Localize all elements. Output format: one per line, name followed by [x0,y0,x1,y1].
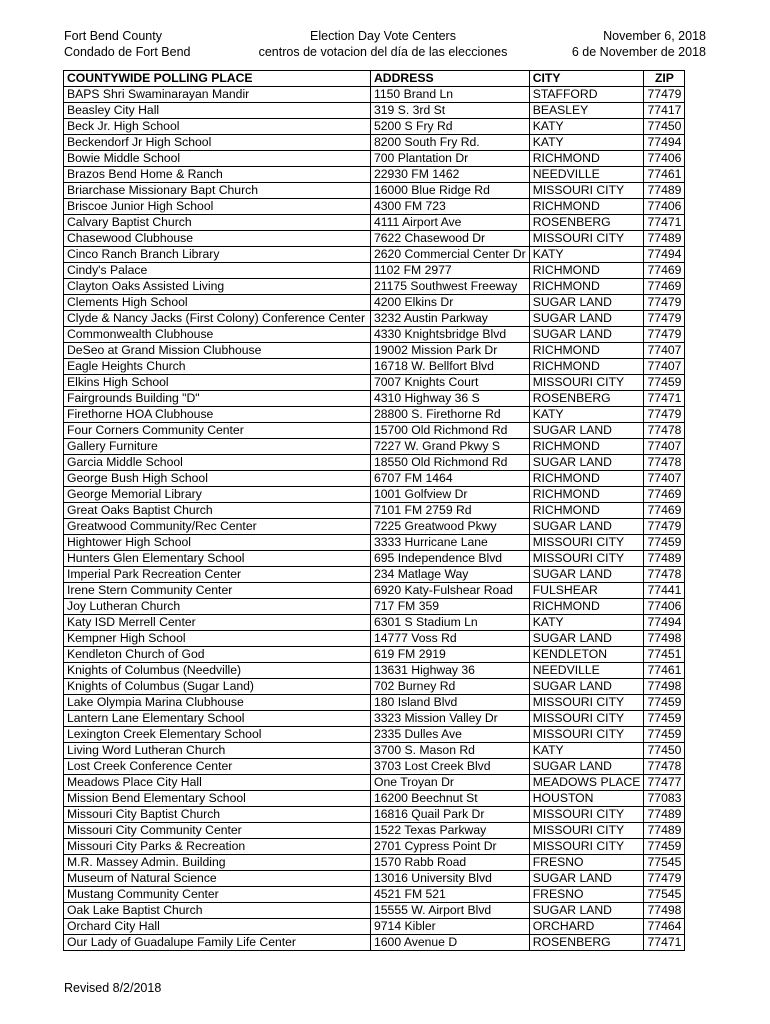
address-cell: 3333 Hurricane Lane [371,535,530,551]
address-cell: 7101 FM 2759 Rd [371,503,530,519]
election-date [572,28,706,60]
place-name-cell: Knights of Columbus (Needville) [64,663,371,679]
city-cell: HOUSTON [529,791,644,807]
table-row [64,487,685,503]
table-row [64,279,685,295]
column-header-city: CITY [529,71,644,87]
address-cell: 6301 S Stadium Ln [371,615,530,631]
address-cell: 7007 Knights Court [371,375,530,391]
city-cell: KATY [529,135,644,151]
zip-cell: 77471 [644,215,685,231]
zip-cell: 77479 [644,871,685,887]
place-name-cell: Lake Olympia Marina Clubhouse [64,695,371,711]
table-row [64,679,685,695]
place-name-cell: Commonwealth Clubhouse [64,327,371,343]
city-cell: MISSOURI CITY [529,695,644,711]
address-cell: 13016 University Blvd [371,871,530,887]
table-row [64,615,685,631]
zip-cell: 77498 [644,903,685,919]
zip-cell: 77461 [644,663,685,679]
zip-cell: 77417 [644,103,685,119]
place-name-cell: Beck Jr. High School [64,119,371,135]
zip-cell: 77489 [644,551,685,567]
column-header-place: COUNTYWIDE POLLING PLACE [64,71,371,87]
city-cell: RICHMOND [529,503,644,519]
city-cell: KATY [529,743,644,759]
table-row [64,391,685,407]
city-cell: MISSOURI CITY [529,535,644,551]
place-name-cell: Missouri City Baptist Church [64,807,371,823]
table-row [64,311,685,327]
address-cell: 7227 W. Grand Pkwy S [371,439,530,455]
address-cell: 700 Plantation Dr [371,151,530,167]
city-cell: STAFFORD [529,87,644,103]
title-en: Election Day Vote Centers [310,29,456,43]
zip-cell: 77407 [644,343,685,359]
place-name-cell: Briarchase Missionary Bapt Church [64,183,371,199]
place-name-cell: Eagle Heights Church [64,359,371,375]
city-cell: NEEDVILLE [529,167,644,183]
table-row [64,871,685,887]
zip-cell: 77494 [644,615,685,631]
zip-cell: 77479 [644,327,685,343]
address-cell: 5200 S Fry Rd [371,119,530,135]
zip-cell: 77469 [644,263,685,279]
table-row [64,711,685,727]
city-cell: RICHMOND [529,199,644,215]
place-name-cell: Cinco Ranch Branch Library [64,247,371,263]
place-name-cell: Greatwood Community/Rec Center [64,519,371,535]
zip-cell: 77489 [644,183,685,199]
address-cell: 1570 Rabb Road [371,855,530,871]
zip-cell: 77478 [644,455,685,471]
city-cell: RICHMOND [529,599,644,615]
table-row [64,647,685,663]
address-cell: 8200 South Fry Rd. [371,135,530,151]
address-cell: 1102 FM 2977 [371,263,530,279]
place-name-cell: Missouri City Parks & Recreation [64,839,371,855]
table-row [64,503,685,519]
zip-cell: 77545 [644,887,685,903]
place-name-cell: Bowie Middle School [64,151,371,167]
city-cell: FRESNO [529,887,644,903]
date-en: November 6, 2018 [603,29,706,43]
polling-places-table [63,70,685,951]
address-cell: 2701 Cypress Point Dr [371,839,530,855]
zip-cell: 77478 [644,759,685,775]
city-cell: RICHMOND [529,359,644,375]
place-name-cell: Chasewood Clubhouse [64,231,371,247]
address-cell: 6707 FM 1464 [371,471,530,487]
city-cell: ROSENBERG [529,215,644,231]
city-cell: RICHMOND [529,279,644,295]
table-row [64,759,685,775]
table-row [64,167,685,183]
table-row [64,519,685,535]
table-row [64,631,685,647]
table-row [64,87,685,103]
zip-cell: 77407 [644,471,685,487]
table-header-row [64,71,685,87]
address-cell: 21175 Southwest Freeway [371,279,530,295]
place-name-cell: Garcia Middle School [64,455,371,471]
table-row [64,151,685,167]
zip-cell: 77494 [644,135,685,151]
address-cell: 1150 Brand Ln [371,87,530,103]
table-row [64,839,685,855]
zip-cell: 77479 [644,311,685,327]
address-cell: 702 Burney Rd [371,679,530,695]
zip-cell: 77450 [644,743,685,759]
city-cell: SUGAR LAND [529,903,644,919]
place-name-cell: Museum of Natural Science [64,871,371,887]
city-cell: BEASLEY [529,103,644,119]
table-row [64,775,685,791]
address-cell: 22930 FM 1462 [371,167,530,183]
zip-cell: 77469 [644,487,685,503]
address-cell: 717 FM 359 [371,599,530,615]
place-name-cell: George Memorial Library [64,487,371,503]
place-name-cell: Lantern Lane Elementary School [64,711,371,727]
address-cell: 13631 Highway 36 [371,663,530,679]
city-cell: MISSOURI CITY [529,375,644,391]
city-cell: MEADOWS PLACE [529,775,644,791]
address-cell: 6920 Katy-Fulshear Road [371,583,530,599]
zip-cell: 77469 [644,279,685,295]
table-row [64,215,685,231]
city-cell: MISSOURI CITY [529,839,644,855]
place-name-cell: Brazos Bend Home & Ranch [64,167,371,183]
city-cell: SUGAR LAND [529,295,644,311]
place-name-cell: Four Corners Community Center [64,423,371,439]
city-cell: SUGAR LAND [529,871,644,887]
table-row [64,663,685,679]
place-name-cell: Gallery Furniture [64,439,371,455]
table-row [64,423,685,439]
address-cell: 15700 Old Richmond Rd [371,423,530,439]
place-name-cell: Imperial Park Recreation Center [64,567,371,583]
place-name-cell: Clayton Oaks Assisted Living [64,279,371,295]
county-name-es: Condado de Fort Bend [64,45,191,59]
place-name-cell: Mustang Community Center [64,887,371,903]
table-row [64,439,685,455]
city-cell: RICHMOND [529,487,644,503]
address-cell: 9714 Kibler [371,919,530,935]
zip-cell: 77494 [644,247,685,263]
place-name-cell: Hightower High School [64,535,371,551]
table-row [64,903,685,919]
table-row [64,119,685,135]
zip-cell: 77464 [644,919,685,935]
address-cell: 619 FM 2919 [371,647,530,663]
table-row [64,935,685,951]
zip-cell: 77479 [644,295,685,311]
city-cell: SUGAR LAND [529,679,644,695]
address-cell: 4200 Elkins Dr [371,295,530,311]
zip-cell: 77479 [644,519,685,535]
place-name-cell: DeSeo at Grand Mission Clubhouse [64,343,371,359]
table-row [64,375,685,391]
address-cell: 4521 FM 521 [371,887,530,903]
zip-cell: 77459 [644,535,685,551]
city-cell: KENDLETON [529,647,644,663]
address-cell: 16816 Quail Park Dr [371,807,530,823]
address-cell: 2335 Dulles Ave [371,727,530,743]
zip-cell: 77459 [644,375,685,391]
table-row [64,695,685,711]
zip-cell: 77479 [644,407,685,423]
place-name-cell: Meadows Place City Hall [64,775,371,791]
zip-cell: 77478 [644,567,685,583]
place-name-cell: Briscoe Junior High School [64,199,371,215]
city-cell: MISSOURI CITY [529,727,644,743]
place-name-cell: Fairgrounds Building "D" [64,391,371,407]
zip-cell: 77406 [644,599,685,615]
zip-cell: 77407 [644,359,685,375]
place-name-cell: Clyde & Nancy Jacks (First Colony) Conference Center [64,311,371,327]
column-header-zip: ZIP [644,71,685,87]
zip-cell: 77477 [644,775,685,791]
table-row [64,183,685,199]
city-cell: SUGAR LAND [529,631,644,647]
address-cell: 3700 S. Mason Rd [371,743,530,759]
table-row [64,359,685,375]
address-cell: 18550 Old Richmond Rd [371,455,530,471]
address-cell: 7225 Greatwood Pkwy [371,519,530,535]
place-name-cell: Oak Lake Baptist Church [64,903,371,919]
revision-note: Revised 8/2/2018 [64,981,162,995]
table-row [64,103,685,119]
place-name-cell: Clements High School [64,295,371,311]
city-cell: ORCHARD [529,919,644,935]
city-cell: RICHMOND [529,151,644,167]
address-cell: 3323 Mission Valley Dr [371,711,530,727]
column-header-address: ADDRESS [371,71,530,87]
place-name-cell: Kempner High School [64,631,371,647]
place-name-cell: Joy Lutheran Church [64,599,371,615]
address-cell: 1600 Avenue D [371,935,530,951]
zip-cell: 77451 [644,647,685,663]
city-cell: ROSENBERG [529,935,644,951]
address-cell: 1522 Texas Parkway [371,823,530,839]
zip-cell: 77459 [644,711,685,727]
table-row [64,887,685,903]
address-cell: 4111 Airport Ave [371,215,530,231]
address-cell: 16718 W. Bellfort Blvd [371,359,530,375]
address-cell: 3703 Lost Creek Blvd [371,759,530,775]
zip-cell: 77459 [644,839,685,855]
place-name-cell: Firethorne HOA Clubhouse [64,407,371,423]
city-cell: SUGAR LAND [529,311,644,327]
place-name-cell: Kendleton Church of God [64,647,371,663]
address-cell: 15555 W. Airport Blvd [371,903,530,919]
city-cell: SUGAR LAND [529,519,644,535]
city-cell: ROSENBERG [529,391,644,407]
address-cell: 180 Island Blvd [371,695,530,711]
city-cell: MISSOURI CITY [529,183,644,199]
place-name-cell: George Bush High School [64,471,371,487]
city-cell: RICHMOND [529,263,644,279]
table-row [64,791,685,807]
address-cell: 16200 Beechnut St [371,791,530,807]
place-name-cell: Irene Stern Community Center [64,583,371,599]
place-name-cell: Lexington Creek Elementary School [64,727,371,743]
address-cell: 4300 FM 723 [371,199,530,215]
zip-cell: 77461 [644,167,685,183]
place-name-cell: Calvary Baptist Church [64,215,371,231]
zip-cell: 77441 [644,583,685,599]
zip-cell: 77471 [644,391,685,407]
address-cell: 4310 Highway 36 S [371,391,530,407]
zip-cell: 77407 [644,439,685,455]
city-cell: KATY [529,407,644,423]
table-row [64,135,685,151]
city-cell: RICHMOND [529,439,644,455]
table-row [64,407,685,423]
city-cell: KATY [529,247,644,263]
city-cell: FULSHEAR [529,583,644,599]
place-name-cell: Beasley City Hall [64,103,371,119]
table-row [64,743,685,759]
zip-cell: 77545 [644,855,685,871]
table-body [64,87,685,951]
place-name-cell: M.R. Massey Admin. Building [64,855,371,871]
table-row [64,727,685,743]
place-name-cell: Great Oaks Baptist Church [64,503,371,519]
place-name-cell: Knights of Columbus (Sugar Land) [64,679,371,695]
place-name-cell: Missouri City Community Center [64,823,371,839]
city-cell: MISSOURI CITY [529,823,644,839]
table-row [64,807,685,823]
address-cell: 4330 Knightsbridge Blvd [371,327,530,343]
address-cell: 1001 Golfview Dr [371,487,530,503]
address-cell: 14777 Voss Rd [371,631,530,647]
place-name-cell: Orchard City Hall [64,919,371,935]
address-cell: 19002 Mission Park Dr [371,343,530,359]
zip-cell: 77489 [644,823,685,839]
zip-cell: 77479 [644,87,685,103]
zip-cell: 77471 [644,935,685,951]
city-cell: SUGAR LAND [529,327,644,343]
table-row [64,295,685,311]
zip-cell: 77498 [644,679,685,695]
city-cell: SUGAR LAND [529,455,644,471]
address-cell: 7622 Chasewood Dr [371,231,530,247]
table-row [64,455,685,471]
zip-cell: 77489 [644,231,685,247]
city-cell: NEEDVILLE [529,663,644,679]
address-cell: 28800 S. Firethorne Rd [371,407,530,423]
city-cell: MISSOURI CITY [529,551,644,567]
city-cell: SUGAR LAND [529,759,644,775]
title-es: centros de votacion del día de las elecciones [258,45,508,59]
table-row [64,855,685,871]
place-name-cell: Our Lady of Guadalupe Family Life Center [64,935,371,951]
place-name-cell: Living Word Lutheran Church [64,743,371,759]
zip-cell: 77459 [644,727,685,743]
zip-cell: 77478 [644,423,685,439]
city-cell: SUGAR LAND [529,567,644,583]
table-row [64,471,685,487]
table-row [64,199,685,215]
place-name-cell: Lost Creek Conference Center [64,759,371,775]
city-cell: FRESNO [529,855,644,871]
table-row [64,599,685,615]
address-cell: 695 Independence Blvd [371,551,530,567]
place-name-cell: Katy ISD Merrell Center [64,615,371,631]
table-row [64,583,685,599]
zip-cell: 77459 [644,695,685,711]
place-name-cell: Mission Bend Elementary School [64,791,371,807]
zip-cell: 77406 [644,151,685,167]
address-cell: 2620 Commercial Center Dr [371,247,530,263]
address-cell: 3232 Austin Parkway [371,311,530,327]
city-cell: RICHMOND [529,471,644,487]
table-row [64,823,685,839]
table-row [64,919,685,935]
address-cell: 16000 Blue Ridge Rd [371,183,530,199]
zip-cell: 77083 [644,791,685,807]
table-row [64,567,685,583]
city-cell: MISSOURI CITY [529,807,644,823]
table-row [64,551,685,567]
place-name-cell: BAPS Shri Swaminarayan Mandir [64,87,371,103]
date-es: 6 de November de 2018 [571,45,706,59]
zip-cell: 77489 [644,807,685,823]
city-cell: MISSOURI CITY [529,711,644,727]
county-name-en: Fort Bend County [64,29,162,43]
place-name-cell: Hunters Glen Elementary School [64,551,371,567]
table-row [64,247,685,263]
city-cell: SUGAR LAND [529,423,644,439]
address-cell: 234 Matlage Way [371,567,530,583]
table-row [64,327,685,343]
zip-cell: 77469 [644,503,685,519]
city-cell: RICHMOND [529,343,644,359]
address-cell: One Troyan Dr [371,775,530,791]
city-cell: KATY [529,119,644,135]
zip-cell: 77406 [644,199,685,215]
table-row [64,343,685,359]
table-row [64,263,685,279]
city-cell: MISSOURI CITY [529,231,644,247]
zip-cell: 77450 [644,119,685,135]
address-cell: 319 S. 3rd St [371,103,530,119]
place-name-cell: Cindy's Palace [64,263,371,279]
table-row [64,231,685,247]
place-name-cell: Beckendorf Jr High School [64,135,371,151]
place-name-cell: Elkins High School [64,375,371,391]
zip-cell: 77498 [644,631,685,647]
table-row [64,535,685,551]
city-cell: KATY [529,615,644,631]
